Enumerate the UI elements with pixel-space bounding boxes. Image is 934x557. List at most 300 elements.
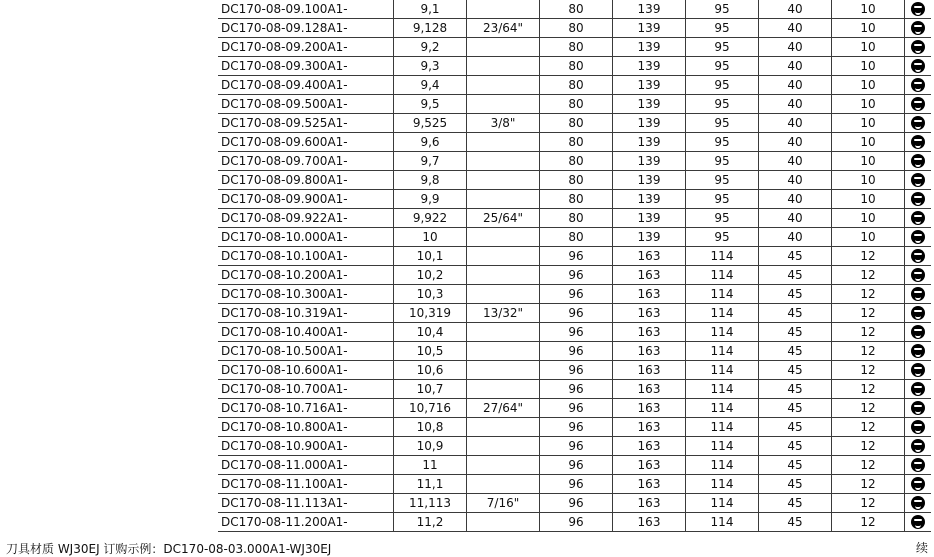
coolant-icon-cell bbox=[905, 247, 932, 266]
diameter-cell: 9,525 bbox=[394, 114, 467, 133]
table-row bbox=[218, 418, 931, 437]
shank-diameter-cell: 10 bbox=[832, 209, 905, 228]
length-l2-cell: 139 bbox=[613, 228, 686, 247]
length-l2-cell: 139 bbox=[613, 0, 686, 19]
inch-size-cell bbox=[467, 285, 540, 304]
length-l2-cell: 163 bbox=[613, 304, 686, 323]
diameter-cell: 10,6 bbox=[394, 361, 467, 380]
inch-size-cell bbox=[467, 57, 540, 76]
length-l3-cell: 114 bbox=[686, 361, 759, 380]
length-l1-cell: 96 bbox=[540, 266, 613, 285]
length-l2-cell: 163 bbox=[613, 418, 686, 437]
length-l3-cell: 95 bbox=[686, 38, 759, 57]
shank-diameter-cell: 12 bbox=[832, 247, 905, 266]
length-l4-cell: 40 bbox=[759, 38, 832, 57]
length-l3-cell: 95 bbox=[686, 133, 759, 152]
coolant-face-icon bbox=[911, 211, 925, 225]
shank-diameter-cell: 12 bbox=[832, 475, 905, 494]
table-row bbox=[218, 247, 931, 266]
inch-size-cell bbox=[467, 228, 540, 247]
inch-size-cell: 27/64" bbox=[467, 399, 540, 418]
inch-size-cell bbox=[467, 361, 540, 380]
coolant-face-icon bbox=[911, 420, 925, 434]
length-l4-cell: 45 bbox=[759, 361, 832, 380]
shank-diameter-cell: 12 bbox=[832, 285, 905, 304]
table-row bbox=[218, 171, 931, 190]
length-l4-cell: 45 bbox=[759, 266, 832, 285]
table-row bbox=[218, 152, 931, 171]
table-row bbox=[218, 228, 931, 247]
diameter-cell: 10,5 bbox=[394, 342, 467, 361]
table-row bbox=[218, 304, 931, 323]
length-l3-cell: 114 bbox=[686, 513, 759, 532]
shank-diameter-cell: 10 bbox=[832, 38, 905, 57]
shank-diameter-cell: 10 bbox=[832, 0, 905, 19]
diameter-cell: 10,7 bbox=[394, 380, 467, 399]
coolant-face-icon bbox=[911, 59, 925, 73]
part-number-cell: DC170-08-10.400A1- bbox=[218, 323, 394, 342]
inch-size-cell bbox=[467, 190, 540, 209]
diameter-cell: 10,9 bbox=[394, 437, 467, 456]
table-row bbox=[218, 361, 931, 380]
inch-size-cell bbox=[467, 95, 540, 114]
shank-diameter-cell: 10 bbox=[832, 228, 905, 247]
shank-diameter-cell: 12 bbox=[832, 456, 905, 475]
inch-size-cell bbox=[467, 475, 540, 494]
part-number-cell: DC170-08-10.200A1- bbox=[218, 266, 394, 285]
coolant-face-icon bbox=[911, 496, 925, 510]
length-l2-cell: 163 bbox=[613, 361, 686, 380]
diameter-cell: 9,4 bbox=[394, 76, 467, 95]
coolant-icon-cell bbox=[905, 456, 932, 475]
coolant-icon-cell bbox=[905, 57, 932, 76]
coolant-icon-cell bbox=[905, 380, 932, 399]
part-number-cell: DC170-08-09.300A1- bbox=[218, 57, 394, 76]
coolant-icon-cell bbox=[905, 513, 932, 532]
part-number-cell: DC170-08-09.128A1- bbox=[218, 19, 394, 38]
coolant-face-icon bbox=[911, 401, 925, 415]
inch-size-cell: 3/8" bbox=[467, 114, 540, 133]
inch-size-cell bbox=[467, 0, 540, 19]
length-l1-cell: 96 bbox=[540, 437, 613, 456]
shank-diameter-cell: 10 bbox=[832, 114, 905, 133]
length-l4-cell: 40 bbox=[759, 228, 832, 247]
length-l1-cell: 80 bbox=[540, 209, 613, 228]
part-number-cell: DC170-08-09.400A1- bbox=[218, 76, 394, 95]
length-l2-cell: 139 bbox=[613, 76, 686, 95]
length-l4-cell: 40 bbox=[759, 19, 832, 38]
shank-diameter-cell: 10 bbox=[832, 95, 905, 114]
shank-diameter-cell: 12 bbox=[832, 304, 905, 323]
part-number-cell: DC170-08-11.000A1- bbox=[218, 456, 394, 475]
inch-size-cell bbox=[467, 76, 540, 95]
coolant-icon-cell bbox=[905, 323, 932, 342]
coolant-face-icon bbox=[911, 135, 925, 149]
length-l1-cell: 80 bbox=[540, 19, 613, 38]
coolant-face-icon bbox=[911, 154, 925, 168]
length-l3-cell: 114 bbox=[686, 437, 759, 456]
inch-size-cell bbox=[467, 266, 540, 285]
coolant-icon-cell bbox=[905, 494, 932, 513]
length-l3-cell: 95 bbox=[686, 190, 759, 209]
shank-diameter-cell: 10 bbox=[832, 76, 905, 95]
length-l4-cell: 45 bbox=[759, 399, 832, 418]
length-l2-cell: 163 bbox=[613, 475, 686, 494]
coolant-face-icon bbox=[911, 325, 925, 339]
coolant-face-icon bbox=[911, 173, 925, 187]
shank-diameter-cell: 12 bbox=[832, 266, 905, 285]
length-l1-cell: 96 bbox=[540, 494, 613, 513]
length-l4-cell: 40 bbox=[759, 209, 832, 228]
diameter-cell: 10,4 bbox=[394, 323, 467, 342]
length-l4-cell: 45 bbox=[759, 323, 832, 342]
shank-diameter-cell: 12 bbox=[832, 418, 905, 437]
diameter-cell: 10,2 bbox=[394, 266, 467, 285]
length-l3-cell: 114 bbox=[686, 247, 759, 266]
continued-label: 续 bbox=[915, 541, 928, 555]
diameter-cell: 9,1 bbox=[394, 0, 467, 19]
length-l4-cell: 40 bbox=[759, 76, 832, 95]
length-l2-cell: 163 bbox=[613, 285, 686, 304]
length-l3-cell: 114 bbox=[686, 266, 759, 285]
length-l1-cell: 96 bbox=[540, 247, 613, 266]
length-l1-cell: 96 bbox=[540, 304, 613, 323]
diameter-cell: 11,113 bbox=[394, 494, 467, 513]
length-l1-cell: 80 bbox=[540, 133, 613, 152]
coolant-icon-cell bbox=[905, 209, 932, 228]
length-l4-cell: 45 bbox=[759, 494, 832, 513]
part-number-cell: DC170-08-10.716A1- bbox=[218, 399, 394, 418]
diameter-cell: 10,1 bbox=[394, 247, 467, 266]
length-l3-cell: 95 bbox=[686, 0, 759, 19]
length-l2-cell: 139 bbox=[613, 114, 686, 133]
part-number-cell: DC170-08-10.700A1- bbox=[218, 380, 394, 399]
coolant-face-icon bbox=[911, 477, 925, 491]
length-l3-cell: 114 bbox=[686, 380, 759, 399]
coolant-face-icon bbox=[911, 458, 925, 472]
part-number-cell: DC170-08-11.100A1- bbox=[218, 475, 394, 494]
table-row bbox=[218, 456, 931, 475]
diameter-cell: 11,1 bbox=[394, 475, 467, 494]
part-number-cell: DC170-08-10.900A1- bbox=[218, 437, 394, 456]
inch-size-cell: 23/64" bbox=[467, 19, 540, 38]
inch-size-cell bbox=[467, 171, 540, 190]
length-l4-cell: 40 bbox=[759, 114, 832, 133]
length-l4-cell: 40 bbox=[759, 133, 832, 152]
length-l3-cell: 95 bbox=[686, 95, 759, 114]
length-l4-cell: 45 bbox=[759, 380, 832, 399]
length-l1-cell: 96 bbox=[540, 399, 613, 418]
length-l4-cell: 45 bbox=[759, 437, 832, 456]
part-number-cell: DC170-08-11.113A1- bbox=[218, 494, 394, 513]
length-l3-cell: 95 bbox=[686, 57, 759, 76]
coolant-face-icon bbox=[911, 249, 925, 263]
length-l2-cell: 163 bbox=[613, 494, 686, 513]
table-row bbox=[218, 475, 931, 494]
length-l2-cell: 163 bbox=[613, 437, 686, 456]
length-l1-cell: 80 bbox=[540, 95, 613, 114]
diameter-cell: 9,128 bbox=[394, 19, 467, 38]
length-l4-cell: 40 bbox=[759, 152, 832, 171]
diameter-cell: 9,3 bbox=[394, 57, 467, 76]
spec-table-body bbox=[218, 0, 931, 532]
length-l3-cell: 114 bbox=[686, 323, 759, 342]
inch-size-cell: 25/64" bbox=[467, 209, 540, 228]
length-l4-cell: 40 bbox=[759, 0, 832, 19]
table-row bbox=[218, 437, 931, 456]
shank-diameter-cell: 12 bbox=[832, 361, 905, 380]
part-number-cell: DC170-08-09.600A1- bbox=[218, 133, 394, 152]
length-l1-cell: 80 bbox=[540, 57, 613, 76]
length-l3-cell: 95 bbox=[686, 76, 759, 95]
length-l1-cell: 96 bbox=[540, 323, 613, 342]
length-l1-cell: 80 bbox=[540, 0, 613, 19]
length-l4-cell: 45 bbox=[759, 418, 832, 437]
part-number-cell: DC170-08-10.319A1- bbox=[218, 304, 394, 323]
length-l1-cell: 80 bbox=[540, 171, 613, 190]
length-l1-cell: 80 bbox=[540, 190, 613, 209]
length-l3-cell: 114 bbox=[686, 418, 759, 437]
length-l2-cell: 163 bbox=[613, 399, 686, 418]
length-l3-cell: 114 bbox=[686, 304, 759, 323]
coolant-icon-cell bbox=[905, 0, 932, 19]
diameter-cell: 9,2 bbox=[394, 38, 467, 57]
part-number-cell: DC170-08-10.000A1- bbox=[218, 228, 394, 247]
diameter-cell: 10 bbox=[394, 228, 467, 247]
part-number-cell: DC170-08-09.700A1- bbox=[218, 152, 394, 171]
shank-diameter-cell: 12 bbox=[832, 494, 905, 513]
length-l4-cell: 45 bbox=[759, 285, 832, 304]
coolant-icon-cell bbox=[905, 38, 932, 57]
coolant-face-icon bbox=[911, 230, 925, 244]
diameter-cell: 9,9 bbox=[394, 190, 467, 209]
part-number-cell: DC170-08-09.100A1- bbox=[218, 0, 394, 19]
length-l2-cell: 139 bbox=[613, 95, 686, 114]
length-l3-cell: 114 bbox=[686, 494, 759, 513]
shank-diameter-cell: 10 bbox=[832, 190, 905, 209]
part-number-cell: DC170-08-09.200A1- bbox=[218, 38, 394, 57]
shank-diameter-cell: 12 bbox=[832, 380, 905, 399]
length-l1-cell: 96 bbox=[540, 380, 613, 399]
shank-diameter-cell: 12 bbox=[832, 513, 905, 532]
length-l4-cell: 40 bbox=[759, 190, 832, 209]
diameter-cell: 9,8 bbox=[394, 171, 467, 190]
diameter-cell: 9,5 bbox=[394, 95, 467, 114]
coolant-icon-cell bbox=[905, 171, 932, 190]
length-l2-cell: 139 bbox=[613, 152, 686, 171]
coolant-face-icon bbox=[911, 439, 925, 453]
coolant-icon-cell bbox=[905, 190, 932, 209]
table-row bbox=[218, 209, 931, 228]
length-l1-cell: 80 bbox=[540, 76, 613, 95]
coolant-face-icon bbox=[911, 515, 925, 529]
table-row bbox=[218, 266, 931, 285]
inch-size-cell bbox=[467, 323, 540, 342]
table-row bbox=[218, 133, 931, 152]
table-row bbox=[218, 513, 931, 532]
inch-size-cell bbox=[467, 133, 540, 152]
length-l3-cell: 114 bbox=[686, 285, 759, 304]
length-l2-cell: 163 bbox=[613, 323, 686, 342]
diameter-cell: 11,2 bbox=[394, 513, 467, 532]
inch-size-cell: 7/16" bbox=[467, 494, 540, 513]
length-l3-cell: 95 bbox=[686, 228, 759, 247]
length-l1-cell: 96 bbox=[540, 285, 613, 304]
part-number-cell: DC170-08-10.800A1- bbox=[218, 418, 394, 437]
coolant-icon-cell bbox=[905, 418, 932, 437]
length-l3-cell: 114 bbox=[686, 475, 759, 494]
coolant-face-icon bbox=[911, 287, 925, 301]
coolant-icon-cell bbox=[905, 114, 932, 133]
length-l2-cell: 163 bbox=[613, 247, 686, 266]
table-row bbox=[218, 0, 931, 19]
table-row bbox=[218, 285, 931, 304]
ordering-example-footer: 刀具材质 WJ30EJ 订购示例：DC170-08-03.000A1-WJ30EJ bbox=[6, 542, 332, 556]
shank-diameter-cell: 10 bbox=[832, 171, 905, 190]
length-l2-cell: 139 bbox=[613, 133, 686, 152]
length-l1-cell: 80 bbox=[540, 152, 613, 171]
length-l1-cell: 96 bbox=[540, 361, 613, 380]
coolant-face-icon bbox=[911, 40, 925, 54]
length-l4-cell: 40 bbox=[759, 57, 832, 76]
shank-diameter-cell: 12 bbox=[832, 437, 905, 456]
length-l2-cell: 139 bbox=[613, 190, 686, 209]
length-l1-cell: 96 bbox=[540, 513, 613, 532]
length-l1-cell: 80 bbox=[540, 38, 613, 57]
diameter-cell: 9,6 bbox=[394, 133, 467, 152]
coolant-icon-cell bbox=[905, 437, 932, 456]
coolant-face-icon bbox=[911, 306, 925, 320]
part-number-cell: DC170-08-09.800A1- bbox=[218, 171, 394, 190]
table-row bbox=[218, 323, 931, 342]
length-l2-cell: 139 bbox=[613, 38, 686, 57]
length-l1-cell: 96 bbox=[540, 418, 613, 437]
table-row bbox=[218, 190, 931, 209]
coolant-face-icon bbox=[911, 116, 925, 130]
diameter-cell: 10,716 bbox=[394, 399, 467, 418]
part-number-cell: DC170-08-09.525A1- bbox=[218, 114, 394, 133]
length-l4-cell: 40 bbox=[759, 171, 832, 190]
part-number-cell: DC170-08-09.500A1- bbox=[218, 95, 394, 114]
length-l2-cell: 163 bbox=[613, 342, 686, 361]
coolant-icon-cell bbox=[905, 228, 932, 247]
part-number-cell: DC170-08-10.100A1- bbox=[218, 247, 394, 266]
inch-size-cell bbox=[467, 247, 540, 266]
coolant-face-icon bbox=[911, 192, 925, 206]
shank-diameter-cell: 10 bbox=[832, 133, 905, 152]
length-l2-cell: 139 bbox=[613, 171, 686, 190]
length-l2-cell: 163 bbox=[613, 513, 686, 532]
coolant-icon-cell bbox=[905, 19, 932, 38]
shank-diameter-cell: 12 bbox=[832, 323, 905, 342]
length-l2-cell: 163 bbox=[613, 456, 686, 475]
coolant-face-icon bbox=[911, 78, 925, 92]
length-l3-cell: 114 bbox=[686, 342, 759, 361]
inch-size-cell bbox=[467, 152, 540, 171]
length-l2-cell: 139 bbox=[613, 57, 686, 76]
coolant-face-icon bbox=[911, 2, 925, 16]
coolant-face-icon bbox=[911, 268, 925, 282]
coolant-icon-cell bbox=[905, 304, 932, 323]
coolant-icon-cell bbox=[905, 342, 932, 361]
table-row bbox=[218, 76, 931, 95]
length-l3-cell: 95 bbox=[686, 171, 759, 190]
length-l3-cell: 95 bbox=[686, 209, 759, 228]
shank-diameter-cell: 10 bbox=[832, 152, 905, 171]
length-l1-cell: 80 bbox=[540, 114, 613, 133]
length-l2-cell: 139 bbox=[613, 209, 686, 228]
part-number-cell: DC170-08-10.500A1- bbox=[218, 342, 394, 361]
coolant-icon-cell bbox=[905, 285, 932, 304]
inch-size-cell bbox=[467, 342, 540, 361]
length-l3-cell: 114 bbox=[686, 399, 759, 418]
coolant-icon-cell bbox=[905, 95, 932, 114]
table-row bbox=[218, 95, 931, 114]
spec-table bbox=[218, 0, 931, 532]
inch-size-cell bbox=[467, 38, 540, 57]
shank-diameter-cell: 10 bbox=[832, 19, 905, 38]
shank-diameter-cell: 10 bbox=[832, 57, 905, 76]
coolant-icon-cell bbox=[905, 76, 932, 95]
coolant-face-icon bbox=[911, 363, 925, 377]
part-number-cell: DC170-08-09.900A1- bbox=[218, 190, 394, 209]
length-l4-cell: 45 bbox=[759, 456, 832, 475]
length-l2-cell: 139 bbox=[613, 19, 686, 38]
coolant-face-icon bbox=[911, 382, 925, 396]
table-row bbox=[218, 399, 931, 418]
coolant-icon-cell bbox=[905, 361, 932, 380]
part-number-cell: DC170-08-10.600A1- bbox=[218, 361, 394, 380]
table-row bbox=[218, 57, 931, 76]
inch-size-cell: 13/32" bbox=[467, 304, 540, 323]
length-l3-cell: 95 bbox=[686, 114, 759, 133]
part-number-cell: DC170-08-09.922A1- bbox=[218, 209, 394, 228]
diameter-cell: 9,922 bbox=[394, 209, 467, 228]
shank-diameter-cell: 12 bbox=[832, 399, 905, 418]
length-l4-cell: 45 bbox=[759, 342, 832, 361]
coolant-icon-cell bbox=[905, 475, 932, 494]
length-l1-cell: 96 bbox=[540, 475, 613, 494]
diameter-cell: 11 bbox=[394, 456, 467, 475]
diameter-cell: 9,7 bbox=[394, 152, 467, 171]
table-row bbox=[218, 380, 931, 399]
coolant-face-icon bbox=[911, 344, 925, 358]
length-l3-cell: 95 bbox=[686, 19, 759, 38]
table-row bbox=[218, 494, 931, 513]
length-l4-cell: 45 bbox=[759, 475, 832, 494]
length-l2-cell: 163 bbox=[613, 380, 686, 399]
length-l1-cell: 96 bbox=[540, 456, 613, 475]
diameter-cell: 10,3 bbox=[394, 285, 467, 304]
length-l3-cell: 114 bbox=[686, 456, 759, 475]
inch-size-cell bbox=[467, 380, 540, 399]
shank-diameter-cell: 12 bbox=[832, 342, 905, 361]
length-l4-cell: 45 bbox=[759, 513, 832, 532]
table-row bbox=[218, 342, 931, 361]
inch-size-cell bbox=[467, 513, 540, 532]
diameter-cell: 10,319 bbox=[394, 304, 467, 323]
part-number-cell: DC170-08-11.200A1- bbox=[218, 513, 394, 532]
length-l1-cell: 80 bbox=[540, 228, 613, 247]
length-l3-cell: 95 bbox=[686, 152, 759, 171]
inch-size-cell bbox=[467, 437, 540, 456]
length-l2-cell: 163 bbox=[613, 266, 686, 285]
coolant-face-icon bbox=[911, 21, 925, 35]
table-row bbox=[218, 19, 931, 38]
length-l1-cell: 96 bbox=[540, 342, 613, 361]
coolant-icon-cell bbox=[905, 152, 932, 171]
inch-size-cell bbox=[467, 418, 540, 437]
